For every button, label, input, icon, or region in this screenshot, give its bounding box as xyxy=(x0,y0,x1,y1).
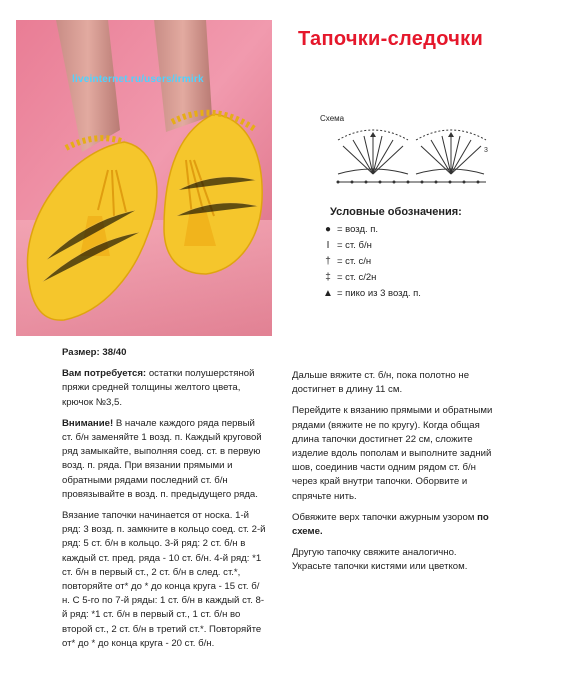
legend-item xyxy=(322,270,421,286)
materials-label: Вам потребуется: xyxy=(62,368,147,380)
attention-text: В начале каждого ряда первый ст. б/н заменяйте 1 возд. п. Каждый круговой ряд замыкайте, выполняя соед. ст. в первую возд. п. ряда. При вязании прямыми и обратными рядами последний ст. б/н провязывайте в возд. п. предыдущего ряда. xyxy=(62,417,262,500)
watermark-text: liveinternet.ru/users/irmirk xyxy=(72,74,204,85)
materials-paragraph xyxy=(62,367,267,410)
double-crochet-icon: † xyxy=(325,256,331,267)
legend-item-text: = ст. с/2н xyxy=(337,272,377,283)
size-line xyxy=(62,346,267,360)
paragraph-finish: Другую тапочку свяжите аналогично. Украсьте тапочки кистями или цветком. xyxy=(292,547,468,573)
slippers-photo xyxy=(16,20,272,336)
legend-item-text: = пико из 3 возд. п. xyxy=(337,288,421,299)
page-title: Тапочки-следочки xyxy=(298,28,484,50)
legend-item xyxy=(322,254,421,270)
legend-item-text: = ст. с/н xyxy=(337,256,372,267)
paragraph-length: Дальше вяжите ст. б/н, пока полотно не достигнет в длину 11 см. xyxy=(292,370,470,396)
chain-stitch-icon: ● xyxy=(324,224,332,235)
crochet-scheme-diagram xyxy=(332,124,492,188)
size-value: 38/40 xyxy=(102,347,127,358)
legend-item-text: = ст. б/н xyxy=(337,240,372,251)
legend-item xyxy=(322,238,421,254)
size-label: Размер: xyxy=(62,347,100,358)
paragraph-rows: Перейдите к вязанию прямыми и обратными рядами (вяжите не по кругу). Когда общая длина тапочки достигнет 22 см, сложите изделие вдоль пополам и выполните задний шов, соединив части одним рядом ст. б/н через край внутри тапочки. Оборвите и спрячьте нить. xyxy=(292,405,493,502)
scheme-label: Схема xyxy=(320,114,345,123)
legend-list xyxy=(322,222,421,302)
edging-scheme-ref: по схеме. xyxy=(292,511,489,538)
legend-title: Условные обозначения: xyxy=(330,206,462,218)
slippers-illustration xyxy=(16,20,272,336)
body-paragraph: Вязание тапочки начинается от носка. 1-й ряд: 3 возд. п. замкните в кольцо соед. ст. 2-й ряд: 5 ст. б/н в кольцо. 3-й ряд: 2 ст. б/н в каждый ст. пред. ряда - 10 ст. б/н. 4-й ряд: *1 ст. б/н в первый ст., 2 ст. б/н в след. ст.*, повторяйте от* до * до конца круга - 15 ст. б/н. С 5-го по 7-й ряды: 1 ст. б/н в каждый ст. 8-й ряд: *1 ст. б/н в первый ст., 1 ст. б/н во второй ст., 2 ст. б/н в третий ст.*. Повторяйте от* до * до конца круга - 20 ст. б/н. xyxy=(62,510,266,649)
picot-icon: ▲ xyxy=(323,288,333,299)
instructions-left-column xyxy=(62,346,267,658)
instructions-right-column xyxy=(292,369,497,582)
paragraph-edging xyxy=(292,511,497,539)
attention-label: Внимание! xyxy=(62,417,114,429)
scheme-row-number: 3 xyxy=(484,147,488,154)
legend-item xyxy=(322,222,421,238)
edging-text: Обвяжите верх тапочки ажурным узором xyxy=(292,511,475,523)
legend-item-text: = возд. п. xyxy=(337,224,379,235)
legend-item xyxy=(322,286,421,302)
single-crochet-icon: I xyxy=(326,240,330,251)
treble-crochet-icon: ‡ xyxy=(325,272,331,283)
attention-paragraph xyxy=(62,417,267,502)
materials-text: остатки полушерстяной пряжи средней толщины желтого цвета, крючок №3,5. xyxy=(62,368,255,408)
